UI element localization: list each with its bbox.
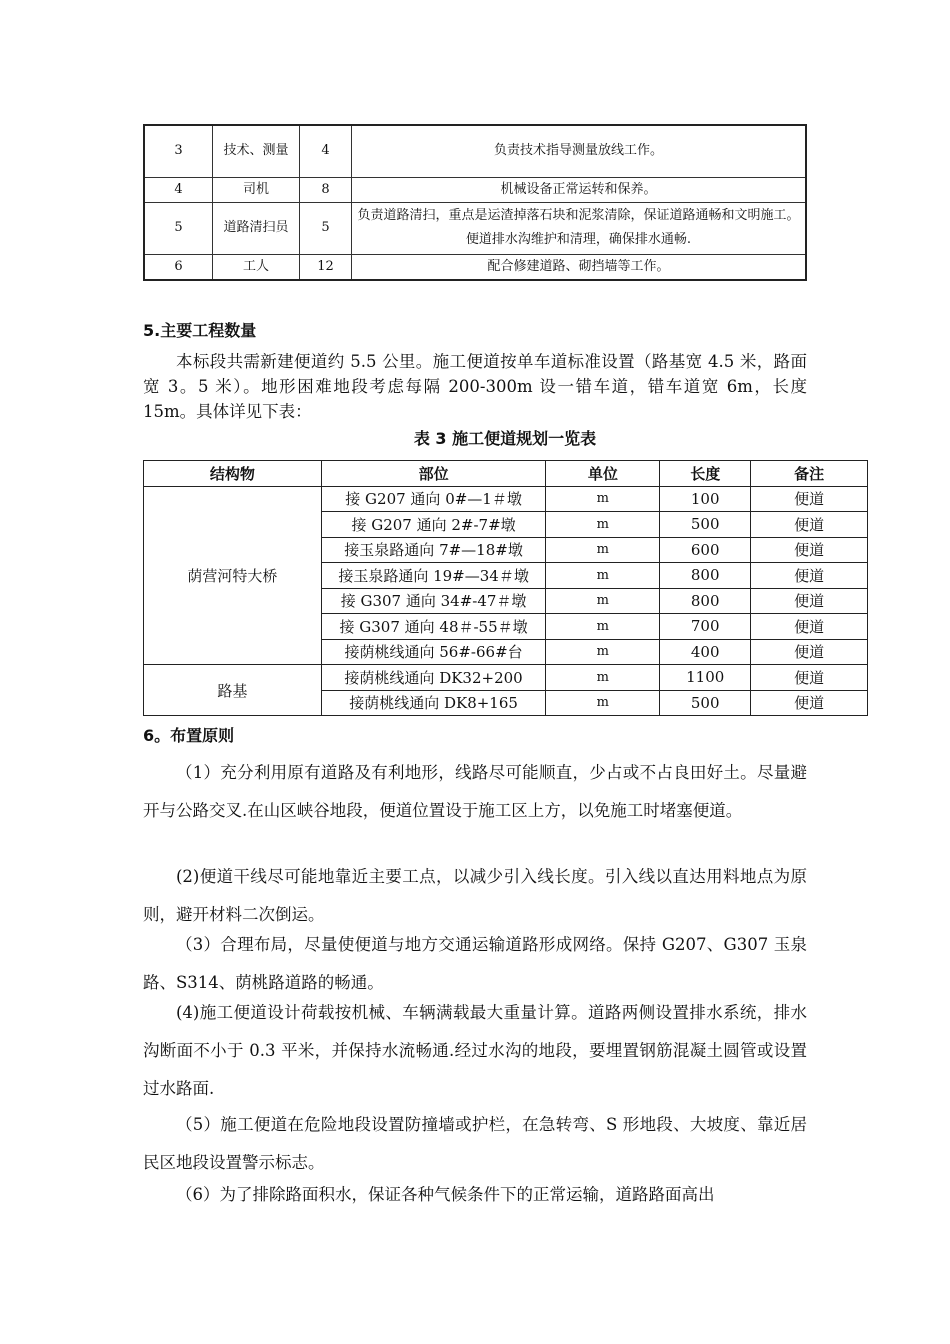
staff-count: 5 <box>300 202 352 254</box>
column-header: 单位 <box>546 461 660 487</box>
note-cell: 便道 <box>751 614 868 640</box>
location-cell: 接荫桃线通向 DK8+165 <box>321 690 546 716</box>
staff-no: 3 <box>144 125 213 177</box>
table-row <box>144 665 868 691</box>
note-cell: 便道 <box>751 512 868 538</box>
staff-duty: 负责技术指导测量放线工作。 <box>352 125 807 177</box>
location-cell: 接荫桃线通向 DK32+200 <box>321 665 546 691</box>
note-cell: 便道 <box>751 588 868 614</box>
unit-cell: m <box>546 665 660 691</box>
table-row <box>144 125 806 177</box>
table-row <box>144 486 868 512</box>
location-cell: 接玉泉路通向 7#—18#墩 <box>321 537 546 563</box>
staff-count: 12 <box>300 254 352 280</box>
note-cell: 便道 <box>751 690 868 716</box>
length-cell: 400 <box>660 639 751 665</box>
principle-paragraph: (2)便道干线尽可能地靠近主要工点，以减少引入线长度。引入线以直达用料地点为原则，避开材料二次倒运。 <box>143 867 807 924</box>
location-cell: 接 G307 通向 34#-47＃墩 <box>321 588 546 614</box>
length-cell: 500 <box>660 690 751 716</box>
section-5-title: 5.主要工程数量 <box>143 321 257 340</box>
principle-paragraph: （6）为了排除路面积水，保证各种气候条件下的正常运输，道路路面高出 <box>176 1185 715 1204</box>
staff-duty: 机械设备正常运转和保养。 <box>352 177 807 202</box>
length-cell: 600 <box>660 537 751 563</box>
unit-cell: m <box>546 486 660 512</box>
location-cell: 接玉泉路通向 19#—34＃墩 <box>321 563 546 589</box>
length-cell: 500 <box>660 512 751 538</box>
unit-cell: m <box>546 537 660 563</box>
column-header: 长度 <box>660 461 751 487</box>
road-plan-table <box>143 460 868 716</box>
staff-duty: 负责道路清扫，重点是运渣掉落石块和泥浆清除，保证道路通畅和文明施工。便道排水沟维护和清理，确保排水通畅. <box>352 202 807 254</box>
staff-count: 8 <box>300 177 352 202</box>
length-cell: 100 <box>660 486 751 512</box>
length-cell: 800 <box>660 588 751 614</box>
unit-cell: m <box>546 512 660 538</box>
staff-role: 技术、测量 <box>213 125 300 177</box>
location-cell: 接荫桃线通向 56#-66#台 <box>321 639 546 665</box>
length-cell: 800 <box>660 563 751 589</box>
table-row <box>144 254 806 280</box>
column-header: 备注 <box>751 461 868 487</box>
unit-cell: m <box>546 690 660 716</box>
location-cell: 接 G207 通向 2#-7#墩 <box>321 512 546 538</box>
table-header-row <box>144 461 868 487</box>
length-cell: 700 <box>660 614 751 640</box>
note-cell: 便道 <box>751 537 868 563</box>
note-cell: 便道 <box>751 639 868 665</box>
principle-paragraph: （5）施工便道在危险地段设置防撞墙或护栏，在急转弯、S 形地段、大坡度、靠近居民区地段设置警示标志。 <box>143 1115 807 1172</box>
staff-role: 司机 <box>213 177 300 202</box>
staff-role: 工人 <box>213 254 300 280</box>
location-cell: 接 G207 通向 0#—1＃墩 <box>321 486 546 512</box>
staff-no: 4 <box>144 177 213 202</box>
column-header: 部位 <box>321 461 546 487</box>
unit-cell: m <box>546 614 660 640</box>
length-cell: 1100 <box>660 665 751 691</box>
table-row <box>144 202 806 254</box>
note-cell: 便道 <box>751 665 868 691</box>
staff-role: 道路清扫员 <box>213 202 300 254</box>
structure-cell: 路基 <box>144 665 322 716</box>
structure-cell: 荫营河特大桥 <box>144 486 322 665</box>
section-6-title: 6。布置原则 <box>143 726 235 745</box>
note-cell: 便道 <box>751 563 868 589</box>
principle-paragraph: （3）合理布局，尽量使便道与地方交通运输道路形成网络。保持 G207、G307 玉泉路、S314、荫桃路道路的畅通。 <box>143 935 807 992</box>
note-cell: 便道 <box>751 486 868 512</box>
table-row <box>144 177 806 202</box>
staff-no: 6 <box>144 254 213 280</box>
staff-duty: 配合修建道路、砌挡墙等工作。 <box>352 254 807 280</box>
table-3-caption: 表 3 施工便道规划一览表 <box>413 429 597 448</box>
principle-paragraph: （1）充分利用原有道路及有利地形，线路尽可能顺直，少占或不占良田好土。尽量避开与公路交叉.在山区峡谷地段，便道位置设于施工区上方，以免施工时堵塞便道。 <box>143 763 807 820</box>
staff-table <box>143 124 807 281</box>
unit-cell: m <box>546 588 660 614</box>
staff-count: 4 <box>300 125 352 177</box>
section-5-paragraph: 本标段共需新建便道约 5.5 公里。施工便道按单车道标准设置（路基宽 4.5 米，路面宽 3。5 米）。地形困难地段考虑每隔 200-300m 设一错车道，错车道宽 6m，长度 15m。具体详见下表： <box>143 352 807 421</box>
location-cell: 接 G307 通向 48＃-55＃墩 <box>321 614 546 640</box>
column-header: 结构物 <box>144 461 322 487</box>
principle-paragraph: (4)施工便道设计荷载按机械、车辆满载最大重量计算。道路两侧设置排水系统，排水沟断面不小于 0.3 平米，并保持水流畅通.经过水沟的地段，要埋置钢筋混凝土圆管或设置过水路面. <box>143 1003 807 1098</box>
unit-cell: m <box>546 639 660 665</box>
staff-no: 5 <box>144 202 213 254</box>
unit-cell: m <box>546 563 660 589</box>
